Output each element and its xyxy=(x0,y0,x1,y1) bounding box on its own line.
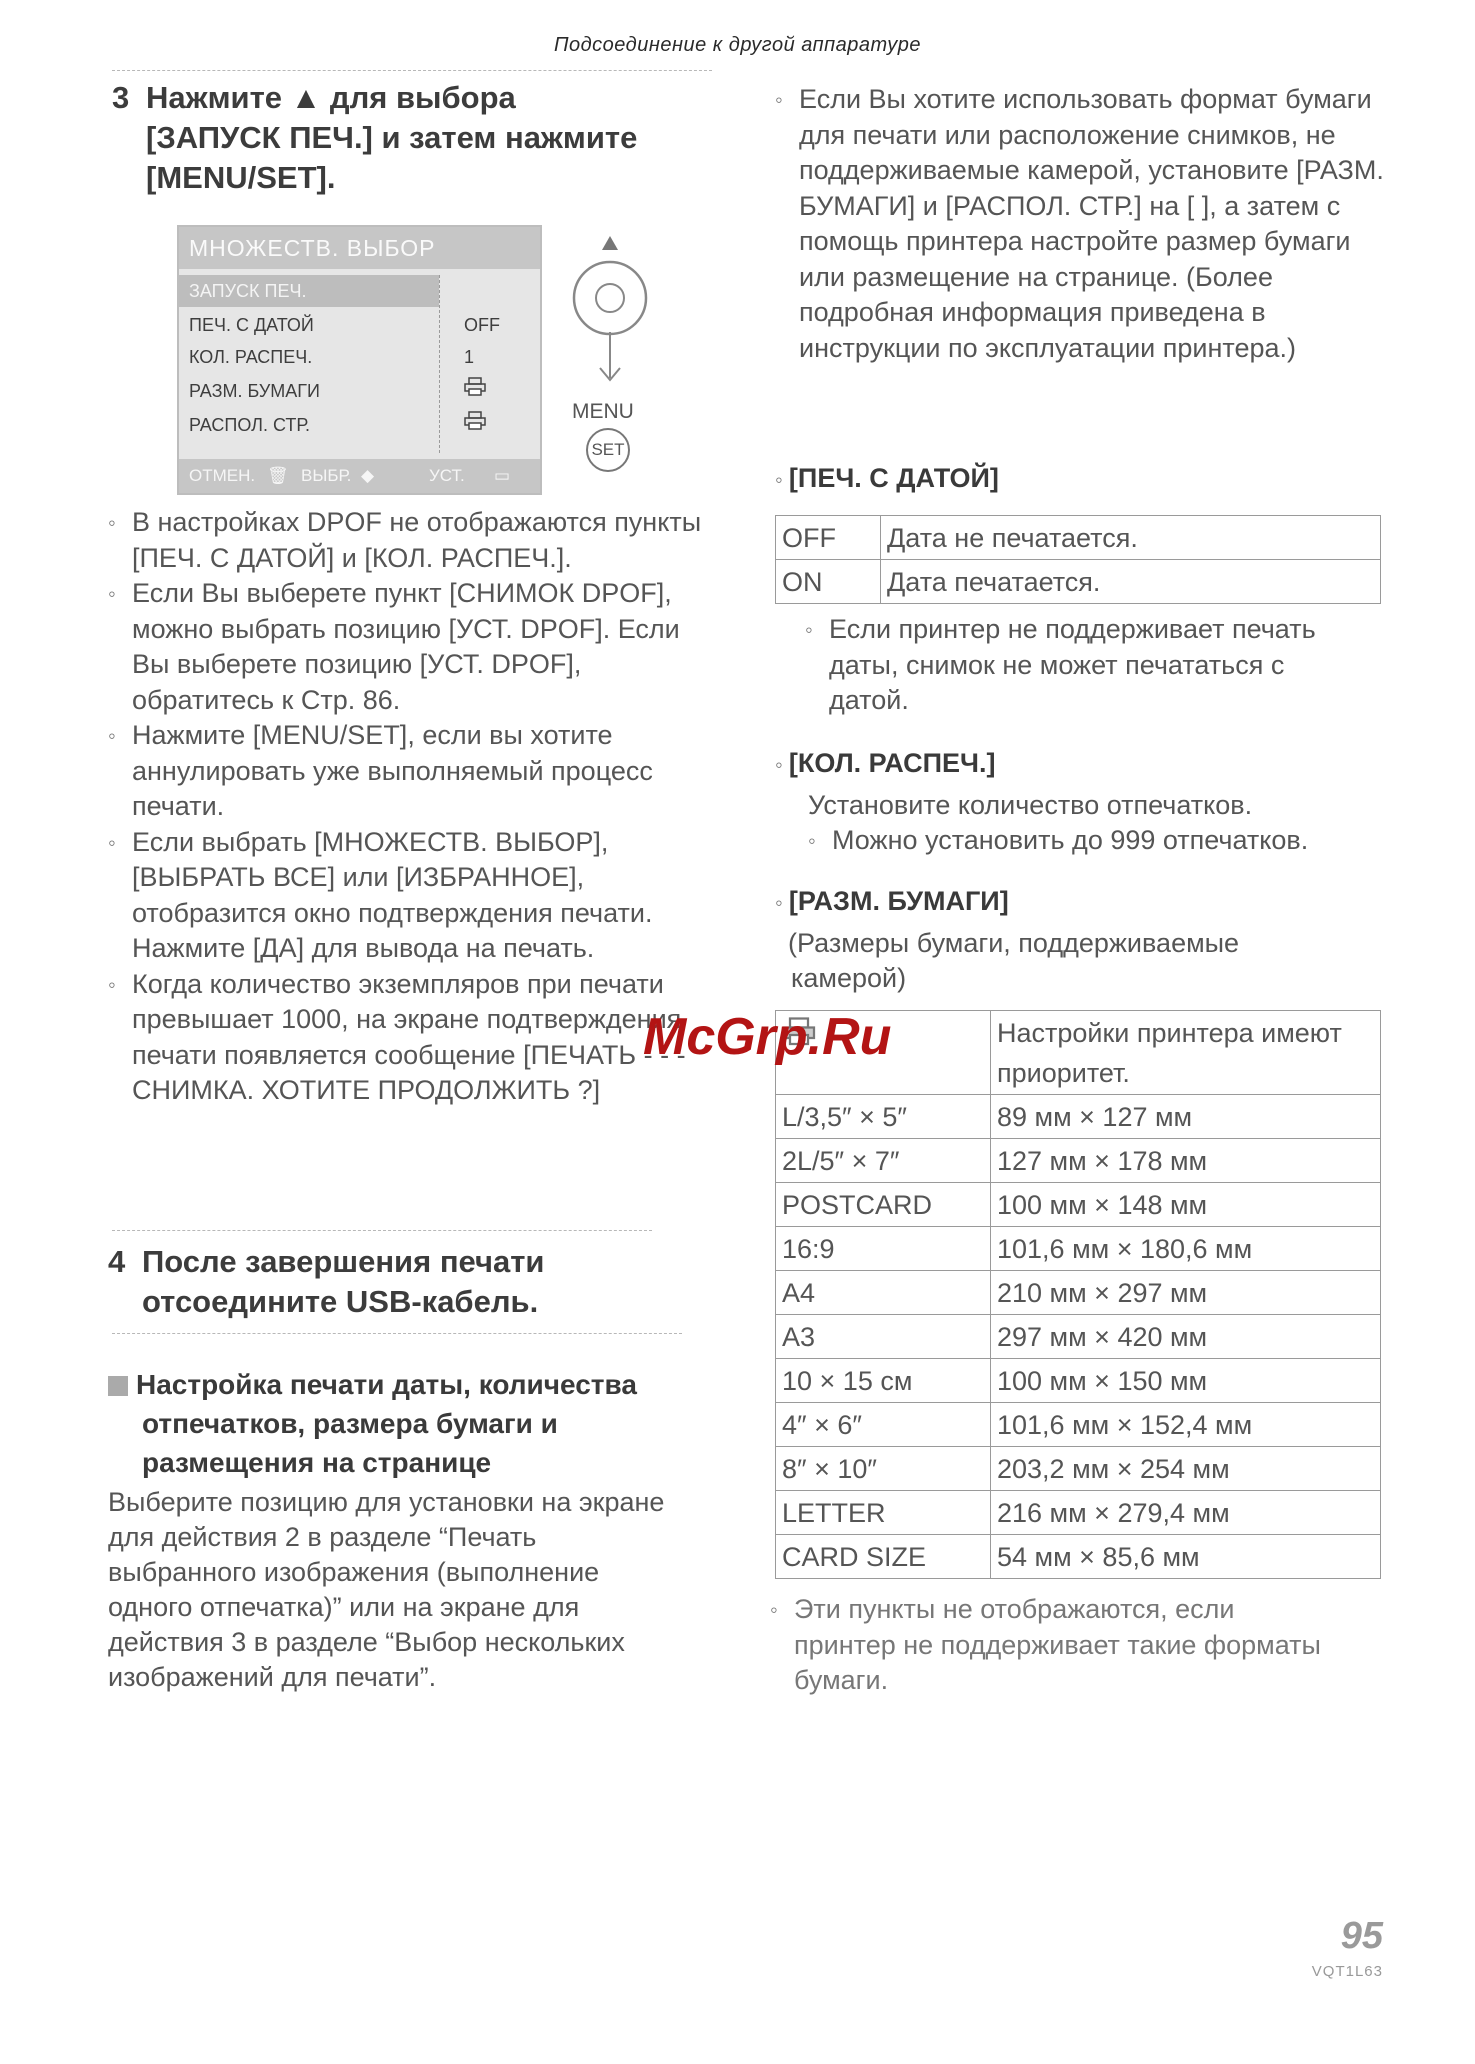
lcd-item-label: РАЗМ. БУМАГИ xyxy=(189,381,320,401)
table-row xyxy=(776,1095,1381,1139)
step-4-title xyxy=(108,1242,728,1322)
table-cell: 100 мм × 148 мм xyxy=(991,1183,1381,1227)
step-number: 4 xyxy=(108,1244,126,1279)
table-cell: 127 мм × 178 мм xyxy=(991,1139,1381,1183)
table-cell: 89 мм × 127 мм xyxy=(991,1095,1381,1139)
right-intro xyxy=(775,82,1385,366)
table-row xyxy=(776,516,1381,560)
list-item: ◦ Когда количество экземпляров при печати превышает 1000, на экране подтверждения печати появляется сообщение [ПЕЧАТЬ - - - СНИМКА. ХОТИТЕ ПРОДОЛЖИТЬ ?] xyxy=(108,967,708,1109)
table-cell: Настройки принтера имеют приоритет. xyxy=(991,1011,1381,1095)
lcd-item-value: OFF xyxy=(464,315,500,335)
step3-notes xyxy=(108,505,708,1109)
list-item: ◦ Если Вы хотите использовать формат бумаги для печати или расположение снимков, не поддерживаемые камерой, установите [РАЗМ. БУМАГИ] и [РАСПОЛ. СТР.] на [ ], а затем с помощь принтера настройте размер бумаги или размещение на странице. (Более подробная информация приведена в инструкции по эксплуатации принтера.) xyxy=(775,82,1385,366)
control-pad-diagram xyxy=(570,228,650,488)
paper-subtitle: (Размеры бумаги, поддерживаемые камерой) xyxy=(788,928,1240,993)
table-cell: CARD SIZE xyxy=(776,1535,991,1579)
settings-heading-line: отпечатков, размера бумаги и xyxy=(142,1408,558,1439)
table-row xyxy=(776,1491,1381,1535)
lcd-footer-select: ВЫБР. xyxy=(301,466,352,485)
lcd-item-label: КОЛ. РАСПЕЧ. xyxy=(189,347,313,367)
table-row xyxy=(776,1139,1381,1183)
list-item: ◦ Если выбрать [МНОЖЕСТВ. ВЫБОР], [ВЫБРАТЬ ВСЕ] или [ИЗБРАННОЕ], отобразится окно подтверждения печати. Нажмите [ДА] для вывода на печать. xyxy=(108,825,708,967)
table-row xyxy=(776,560,1381,604)
table-cell: ON xyxy=(776,560,881,604)
table-cell: Дата печатается. xyxy=(881,560,1381,604)
date-note xyxy=(805,612,1325,719)
lcd-menu-item-count xyxy=(179,341,540,373)
table-cell: 8″ × 10″ xyxy=(776,1447,991,1491)
list-item: ◦ В настройках DPOF не отображаются пункты [ПЕЧ. С ДАТОЙ] и [КОЛ. РАСПЕЧ.]. xyxy=(108,505,708,576)
step-title-line: [ЗАПУСК ПЕЧ.] и затем нажмите xyxy=(146,120,638,155)
step-title-line: После завершения печати xyxy=(142,1244,545,1279)
set-button-icon xyxy=(586,428,630,472)
divider xyxy=(112,1333,682,1334)
count-note xyxy=(808,823,1378,859)
lcd-menu-item-date xyxy=(179,309,540,341)
table-cell: A3 xyxy=(776,1315,991,1359)
table-cell: 297 мм × 420 мм xyxy=(991,1315,1381,1359)
set-label: SET xyxy=(591,440,625,459)
step-title-line: отсоедините USB-кабель. xyxy=(142,1284,539,1319)
table-row xyxy=(776,1535,1381,1579)
table-cell: 2L/5″ × 7″ xyxy=(776,1139,991,1183)
step-3-title xyxy=(112,78,732,208)
table-cell: 210 мм × 297 мм xyxy=(991,1271,1381,1315)
table-cell: 10 × 15 см xyxy=(776,1359,991,1403)
header-rule xyxy=(112,70,712,71)
lcd-title: МНОЖЕСТВ. ВЫБОР xyxy=(179,227,540,269)
lcd-footer-cancel: ОТМЕН. xyxy=(189,466,256,485)
table-cell: 16:9 xyxy=(776,1227,991,1271)
printer-icon xyxy=(464,409,486,441)
table-cell: 101,6 мм × 180,6 мм xyxy=(991,1227,1381,1271)
lcd-footer-set: УСТ. xyxy=(429,466,465,485)
lcd-item-label: ПЕЧ. С ДАТОЙ xyxy=(189,315,314,335)
table-row xyxy=(776,1359,1381,1403)
list-item: ◦ Нажмите [MENU/SET], если вы хотите аннулировать уже выполняемый процесс печати. xyxy=(108,718,708,825)
table-cell: 101,6 мм × 152,4 мм xyxy=(991,1403,1381,1447)
square-bullet-icon xyxy=(108,1376,128,1396)
lcd-item-value: 1 xyxy=(464,347,475,367)
count-section-heading: ◦ [КОЛ. РАСПЕЧ.] xyxy=(775,748,996,778)
camera-lcd-screen xyxy=(177,225,542,495)
settings-heading: Настройка печати даты, количества отпечатков, размера бумаги и размещения на странице xyxy=(108,1365,728,1482)
lcd-item-label: РАСПОЛ. СТР. xyxy=(189,415,310,435)
lcd-item-label: ЗАПУСК ПЕЧ. xyxy=(189,281,307,301)
menu-label: MENU xyxy=(572,400,634,423)
table-cell: L/3,5″ × 5″ xyxy=(776,1095,991,1139)
table-cell: POSTCARD xyxy=(776,1183,991,1227)
list-item: ◦ Можно установить до 999 отпечатков. xyxy=(808,823,1378,859)
step-title-line: [MENU/SET]. xyxy=(146,160,336,195)
table-row xyxy=(776,1227,1381,1271)
printer-icon xyxy=(464,375,486,407)
menu-icon: ▭ xyxy=(494,466,511,485)
list-item: ◦ Эти пункты не отображаются, если принтер не поддерживает такие форматы бумаги. xyxy=(770,1592,1330,1699)
table-cell: 216 мм × 279,4 мм xyxy=(991,1491,1381,1535)
list-item: ◦ Если Вы выберете пункт [СНИМОК DPOF], можно выбрать позицию [УСТ. DPOF]. Если Вы выберете позицию [УСТ. DPOF], обратитесь к Стр. 86. xyxy=(108,576,708,718)
date-section-heading: ◦ [ПЕЧ. С ДАТОЙ] xyxy=(775,463,999,493)
table-cell: 54 мм × 85,6 мм xyxy=(991,1535,1381,1579)
table-row xyxy=(776,1447,1381,1491)
cursor-button-icon xyxy=(570,228,650,388)
step-title-line: Нажмите ▲ для выбора xyxy=(146,80,516,115)
table-row xyxy=(776,1271,1381,1315)
table-cell: OFF xyxy=(776,516,881,560)
paper-size-table xyxy=(775,1010,1381,1579)
table-cell: 4″ × 6″ xyxy=(776,1403,991,1447)
paper-section-heading: ◦ [РАЗМ. БУМАГИ] xyxy=(775,886,1009,916)
table-cell: 100 мм × 150 мм xyxy=(991,1359,1381,1403)
table-cell: A4 xyxy=(776,1271,991,1315)
table-cell: LETTER xyxy=(776,1491,991,1535)
lcd-menu-item-start xyxy=(179,275,439,307)
table-row xyxy=(776,1403,1381,1447)
count-text: Установите количество отпечатков. xyxy=(808,790,1253,820)
updown-arrow-icon: ◆ xyxy=(361,466,375,485)
table-cell: Дата не печатается. xyxy=(881,516,1381,560)
list-item: ◦ Если принтер не поддерживает печать даты, снимок не может печататься с датой. xyxy=(805,612,1325,719)
settings-heading-line: размещения на странице xyxy=(142,1447,492,1478)
lcd-footer xyxy=(179,459,540,493)
page-header: Подсоединение к другой аппаратуре xyxy=(553,34,921,56)
settings-body: Выберите позицию для установки на экране для действия 2 в разделе “Печать выбранного изображения (выполнение одного отпечатка)” или на экране для действия 3 в разделе “Выбор нескольких изображений для печати”. xyxy=(108,1487,665,1692)
date-table xyxy=(775,515,1381,604)
table-row xyxy=(776,1183,1381,1227)
lcd-menu-item-layout xyxy=(179,409,540,441)
table-row xyxy=(776,1315,1381,1359)
watermark-logo: McGrp.Ru xyxy=(643,1008,892,1066)
step-number: 3 xyxy=(112,80,130,115)
lcd-menu-item-paper xyxy=(179,375,540,407)
page-number: 95 xyxy=(1340,1915,1383,1957)
paper-note xyxy=(770,1592,1330,1699)
trash-icon: 🗑 xyxy=(267,466,289,485)
doc-code: VQT1L63 xyxy=(1311,1963,1383,1980)
table-cell: 203,2 мм × 254 мм xyxy=(991,1447,1381,1491)
divider xyxy=(112,1230,652,1231)
